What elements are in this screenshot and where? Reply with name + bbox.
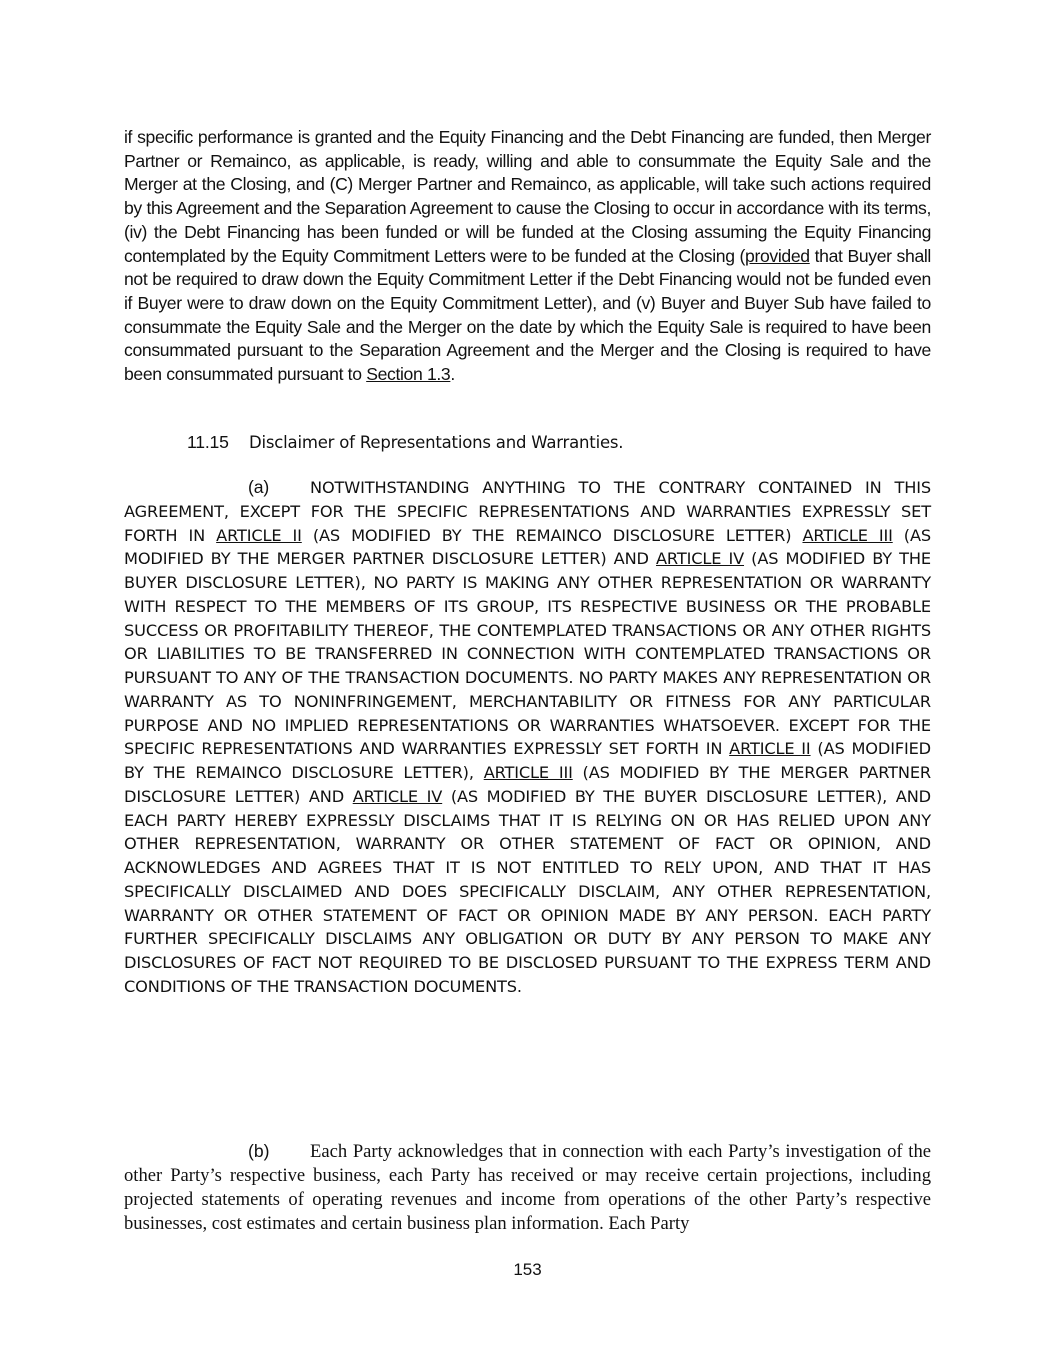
continued-paragraph: [124, 126, 931, 387]
paragraph-text: (AS MODIFIED BY THE MERGER PARTNER DISCLOSURE LETTER) AND: [124, 763, 932, 806]
paragraph-text: Each Party acknowledges that in connection with each Party’s investigation of the other Party’s respective business, each Party has received or may receive certain projections, including projected statements of operating revenues and income from operations of the other Party’s respective businesses, cost estimates and certain business plan information. Each Party: [124, 1141, 931, 1234]
paragraph-text: (AS MODIFIED BY THE REMAINCO DISCLOSURE LETTER),: [124, 739, 931, 782]
section-title: Disclaimer of Representations and Warranties.: [249, 433, 624, 452]
paragraph-b: [124, 1139, 931, 1236]
paragraph-marker: (b): [248, 1141, 270, 1161]
article-reference: ARTICLE III: [483, 763, 573, 782]
paragraph-text: if specific performance is granted and the Equity Financing and the Debt Financing are funded, then Merger Partner or Remainco, as applicable, is ready, willing and able to consummate the Equity Sale and the Merger at the Closing, and (C) Merger Partner and Remainco, as applicable, will take such actions required by this Agreement and the Separation Agreement to cause the Closing to occur in accordance with its terms, (iv) the Debt Financing has been funded or will be funded at the Closing assuming the Equity Financing contemplated by the Equity Commitment Letters were to be funded at the Closing (: [124, 127, 931, 266]
article-reference: ARTICLE II: [216, 525, 302, 545]
paragraph-text: that Buyer shall not be required to draw down the Equity Commitment Letter if the Debt Financing would not be funded even if Buyer were to draw down on the Equity Commitment Letter), and (v) Buyer and Buyer Sub have failed to consummate the Equity Sale and the Merger on the date by which the Equity Sale is required to have been consummated pursuant to the Separation Agreement and the Merger and the Closing is required to have been consummated pursuant to: [124, 245, 931, 385]
paragraph-text: (AS MODIFIED BY THE BUYER DISCLOSURE LETTER), NO PARTY IS MAKING ANY OTHER REPRESENTATION OR WARRANTY WITH RESPECT TO THE MEMBERS OF ITS GROUP, ITS RESPECTIVE BUSINESS OR THE PROBABLE SUCCESS OR PROFITABILITY THEREOF, THE CONTEMPLATED TRANSACTIONS OR ANY OTHER RIGHTS OR LIABILITIES TO BE TRANSFERRED IN CONNECTION WITH CONTEMPLATED TRANSACTIONS OR PURSUANT TO ANY OF THE TRANSACTION DOCUMENTS. NO PARTY MAKES ANY REPRESENTATION OR WARRANTY AS TO NONINFRINGEMENT, MERCHANTABILITY OR FITNESS FOR ANY PARTICULAR PURPOSE AND NO IMPLIED REPRESENTATIONS OR WARRANTIES WHATSOEVER. EXCEPT FOR THE SPECIFIC REPRESENTATIONS AND WARRANTIES EXPRESSLY SET FORTH IN: [124, 549, 931, 759]
section-number: 11.15: [187, 432, 229, 452]
provided-term: provided: [745, 245, 810, 266]
article-reference: ARTICLE IV: [352, 786, 443, 806]
page-number: 153: [513, 1260, 542, 1279]
paragraph-text: (AS MODIFIED BY THE MERGER PARTNER DISCLOSURE LETTER) AND: [124, 525, 931, 569]
paragraph-text: .: [450, 364, 455, 385]
paragraph-text: NOTWITHSTANDING ANYTHING TO THE CONTRARY CONTAINED IN THIS AGREEMENT, EXCEPT FOR THE SPECIFIC REPRESENTATIONS AND WARRANTIES EXPRESSLY SET FORTH IN: [124, 478, 931, 545]
paragraph-marker: (a): [248, 477, 270, 497]
paragraph-a: [124, 476, 931, 999]
section-reference: Section 1.3: [366, 364, 451, 385]
paragraph-text: (AS MODIFIED BY THE BUYER DISCLOSURE LETTER), AND EACH PARTY HEREBY EXPRESSLY DISCLAIMS THAT IT IS RELYING ON OR HAS RELIED UPON ANY OTHER REPRESENTATION, WARRANTY OR OTHER STATEMENT OF FACT OR OPINION, AND ACKNOWLEDGES AND AGREES THAT IT IS NOT ENTITLED TO RELY UPON, AND THAT IT HAS SPECIFICALLY DISCLAIMED AND DOES SPECIFICALLY DISCLAIM, ANY OTHER REPRESENTATION, WARRANTY OR OTHER STATEMENT OF FACT OR OPINION MADE BY ANY PERSON. EACH PARTY FURTHER SPECIFICALLY DISCLAIMS ANY OBLIGATION OR DUTY BY ANY PERSON TO MAKE ANY DISCLOSURES OF FACT NOT REQUIRED TO BE DISCLOSED PURSUANT TO THE EXPRESS TERM AND CONDITIONS OF THE TRANSACTION DOCUMENTS.: [124, 786, 931, 996]
section-heading: [187, 430, 887, 455]
paragraph-text: (AS MODIFIED BY THE REMAINCO DISCLOSURE LETTER): [301, 525, 803, 545]
article-reference: ARTICLE II: [729, 739, 811, 759]
article-reference: ARTICLE IV: [656, 549, 745, 569]
article-reference: ARTICLE III: [802, 525, 893, 545]
